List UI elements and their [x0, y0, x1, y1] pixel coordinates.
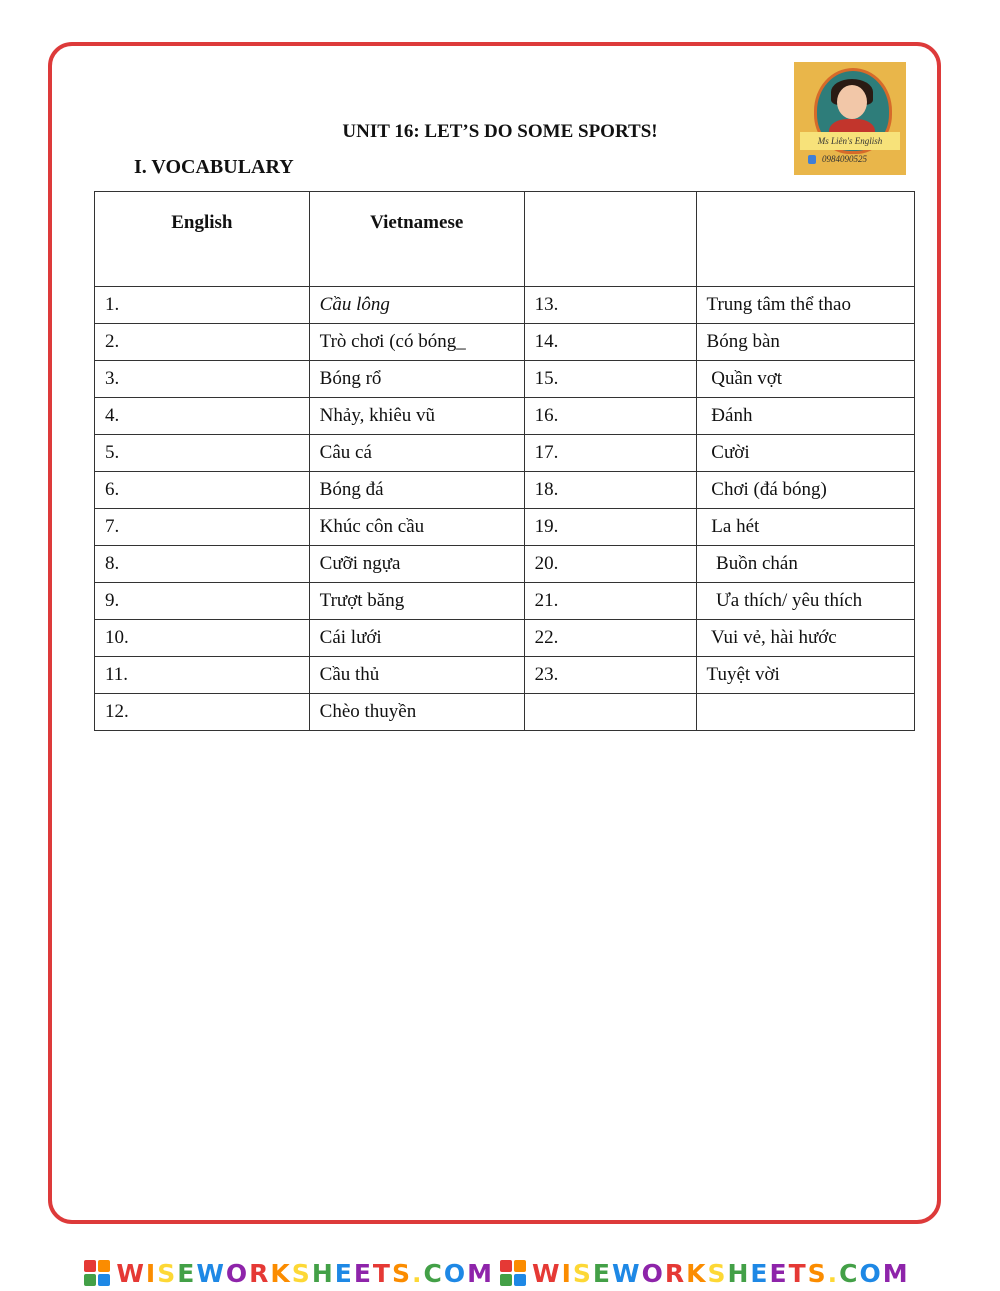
header-blank-4 [696, 192, 914, 287]
row-number: 12. [95, 694, 310, 731]
author-logo [794, 62, 906, 175]
row-number: 5. [95, 435, 310, 472]
table-row [95, 509, 915, 546]
table-row [95, 398, 915, 435]
row-number: 1. [95, 287, 310, 324]
vietnamese-word-2: Ưa thích/ yêu thích [696, 583, 914, 620]
vocabulary-table [94, 191, 915, 731]
row-number: 6. [95, 472, 310, 509]
vietnamese-word-2: La hét [696, 509, 914, 546]
vietnamese-word-2: Trung tâm thể thao [696, 287, 914, 324]
vietnamese-word-2: Đánh [696, 398, 914, 435]
vietnamese-word: Cầu lông [309, 287, 524, 324]
vietnamese-word-2: Tuyệt vời [696, 657, 914, 694]
vietnamese-word: Chèo thuyền [309, 694, 524, 731]
logo-name: Ms Liên's English [800, 132, 900, 150]
row-number-2: 21. [524, 583, 696, 620]
table-row [95, 657, 915, 694]
section-heading: I. VOCABULARY [134, 156, 294, 178]
table-row [95, 361, 915, 398]
vietnamese-word: Bóng đá [309, 472, 524, 509]
vietnamese-word-2: Quần vợt [696, 361, 914, 398]
row-number-2: 19. [524, 509, 696, 546]
table-row [95, 583, 915, 620]
header-blank-3 [524, 192, 696, 287]
watermark-text-2: WISEWORKSHEETS.COM [532, 1258, 910, 1288]
vietnamese-word-2: Bóng bàn [696, 324, 914, 361]
watermark-footer [0, 1258, 1000, 1288]
vietnamese-word-2: Vui vẻ, hài hước [696, 620, 914, 657]
header-vietnamese: Vietnamese [309, 192, 524, 287]
row-number-2: 16. [524, 398, 696, 435]
row-number-2: 13. [524, 287, 696, 324]
row-number: 4. [95, 398, 310, 435]
row-number-2: 22. [524, 620, 696, 657]
row-number-2: 20. [524, 546, 696, 583]
vietnamese-word: Câu cá [309, 435, 524, 472]
row-number-2 [524, 694, 696, 731]
vietnamese-word: Khúc côn cầu [309, 509, 524, 546]
row-number-2: 15. [524, 361, 696, 398]
table-row [95, 694, 915, 731]
vietnamese-word: Cái lưới [309, 620, 524, 657]
table-header-row [95, 192, 915, 287]
vietnamese-word-2 [696, 694, 914, 731]
phone-icon [808, 155, 816, 164]
table-row [95, 287, 915, 324]
table-row [95, 620, 915, 657]
row-number: 7. [95, 509, 310, 546]
vietnamese-word: Cầu thủ [309, 657, 524, 694]
vietnamese-word: Bóng rổ [309, 361, 524, 398]
wise-logo-icon [84, 1260, 110, 1286]
row-number: 2. [95, 324, 310, 361]
row-number: 8. [95, 546, 310, 583]
vietnamese-word-2: Chơi (đá bóng) [696, 472, 914, 509]
vietnamese-word: Cưỡi ngựa [309, 546, 524, 583]
vietnamese-word: Trượt băng [309, 583, 524, 620]
table-row [95, 435, 915, 472]
table-row [95, 546, 915, 583]
vietnamese-word: Nhảy, khiêu vũ [309, 398, 524, 435]
vietnamese-word-2: Buồn chán [696, 546, 914, 583]
table-row [95, 472, 915, 509]
vietnamese-word: Trò chơi (có bóng_ [309, 324, 524, 361]
watermark-text-1: WISEWORKSHEETS.COM [116, 1258, 494, 1288]
table-row [95, 324, 915, 361]
row-number-2: 14. [524, 324, 696, 361]
row-number-2: 23. [524, 657, 696, 694]
row-number-2: 18. [524, 472, 696, 509]
page-title: UNIT 16: LET’S DO SOME SPORTS! [342, 121, 658, 142]
wise-logo-icon [500, 1260, 526, 1286]
row-number: 11. [95, 657, 310, 694]
vietnamese-word-2: Cười [696, 435, 914, 472]
header-english: English [95, 192, 310, 287]
row-number: 9. [95, 583, 310, 620]
row-number-2: 17. [524, 435, 696, 472]
row-number: 3. [95, 361, 310, 398]
row-number: 10. [95, 620, 310, 657]
logo-phone: 0984090525 [822, 154, 867, 164]
